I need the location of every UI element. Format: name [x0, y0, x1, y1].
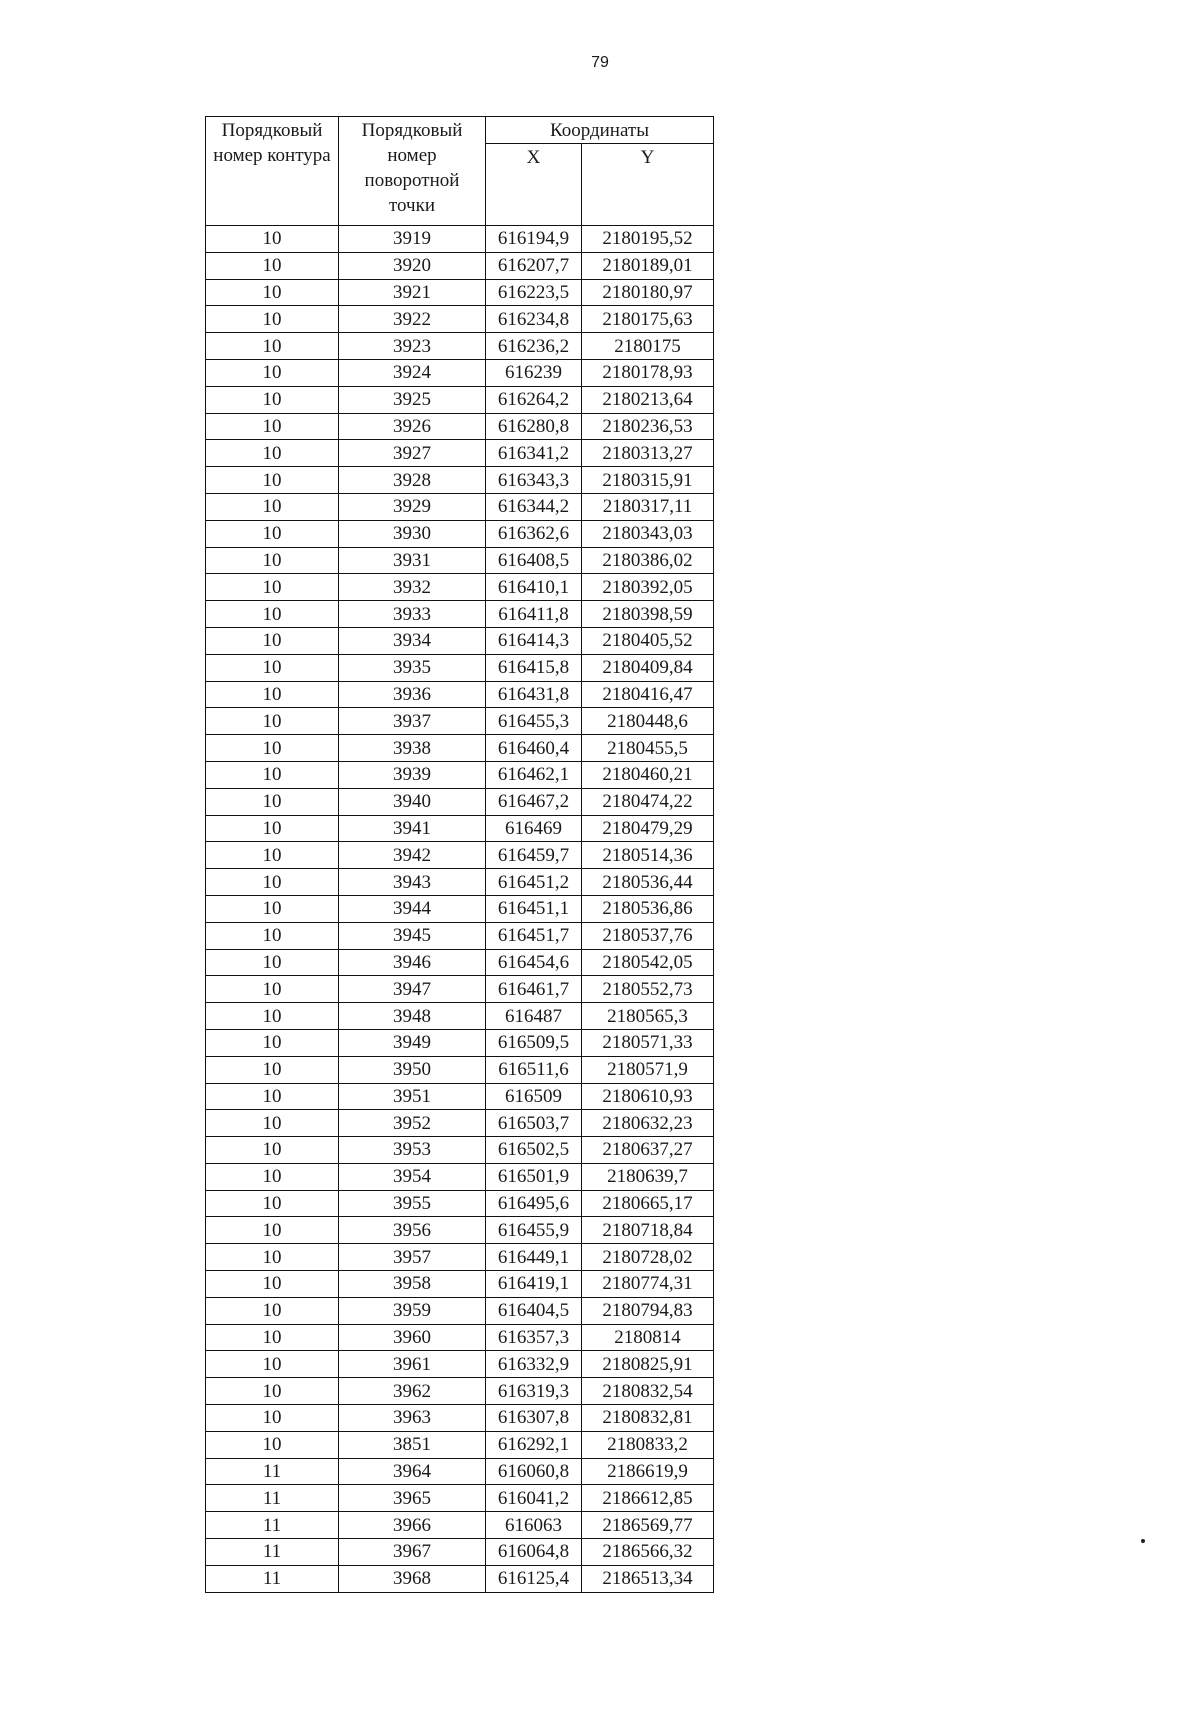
cell-contour: 10 — [206, 440, 339, 467]
cell-y: 2180571,33 — [582, 1029, 714, 1056]
cell-x: 616041,2 — [486, 1485, 582, 1512]
cell-point: 3945 — [339, 922, 486, 949]
cell-y: 2186569,77 — [582, 1512, 714, 1539]
cell-x: 616307,8 — [486, 1405, 582, 1432]
cell-x: 616460,4 — [486, 735, 582, 762]
cell-contour: 10 — [206, 1271, 339, 1298]
table-row — [206, 1003, 714, 1030]
cell-point: 3965 — [339, 1485, 486, 1512]
cell-contour: 10 — [206, 1029, 339, 1056]
cell-x: 616502,5 — [486, 1137, 582, 1164]
cell-contour: 10 — [206, 1244, 339, 1271]
cell-contour: 10 — [206, 1003, 339, 1030]
cell-x: 616469 — [486, 815, 582, 842]
cell-x: 616414,3 — [486, 627, 582, 654]
header-point-line-2: номер — [387, 145, 437, 166]
table-row — [206, 440, 714, 467]
cell-x: 616509 — [486, 1083, 582, 1110]
cell-y: 2180794,83 — [582, 1297, 714, 1324]
cell-x: 616343,3 — [486, 467, 582, 494]
cell-y: 2186566,32 — [582, 1539, 714, 1566]
cell-point: 3964 — [339, 1458, 486, 1485]
cell-y: 2180189,01 — [582, 252, 714, 279]
table-row — [206, 681, 714, 708]
cell-contour: 10 — [206, 359, 339, 386]
cell-x: 616060,8 — [486, 1458, 582, 1485]
cell-y: 2180409,84 — [582, 654, 714, 681]
cell-point: 3949 — [339, 1029, 486, 1056]
cell-x: 616415,8 — [486, 654, 582, 681]
cell-y: 2180213,64 — [582, 386, 714, 413]
table-row — [206, 895, 714, 922]
table-row — [206, 708, 714, 735]
cell-y: 2180343,03 — [582, 520, 714, 547]
cell-y: 2180178,93 — [582, 359, 714, 386]
table-row — [206, 1110, 714, 1137]
cell-x: 616292,1 — [486, 1431, 582, 1458]
header-point-line-1: Порядковый — [361, 120, 463, 141]
cell-contour: 10 — [206, 1190, 339, 1217]
cell-y: 2180665,17 — [582, 1190, 714, 1217]
cell-point: 3936 — [339, 681, 486, 708]
cell-y: 2180514,36 — [582, 842, 714, 869]
cell-point: 3932 — [339, 574, 486, 601]
cell-y: 2180175 — [582, 333, 714, 360]
cell-x: 616408,5 — [486, 547, 582, 574]
table-row — [206, 654, 714, 681]
cell-contour: 10 — [206, 574, 339, 601]
cell-point: 3929 — [339, 493, 486, 520]
header-contour-line-2: номер контура — [213, 145, 331, 166]
cell-contour: 10 — [206, 306, 339, 333]
cell-x: 616503,7 — [486, 1110, 582, 1137]
table-row — [206, 1431, 714, 1458]
cell-contour: 10 — [206, 761, 339, 788]
table-row — [206, 1565, 714, 1592]
table-row — [206, 547, 714, 574]
cell-x: 616462,1 — [486, 761, 582, 788]
cell-y: 2186612,85 — [582, 1485, 714, 1512]
table-row — [206, 1056, 714, 1083]
cell-y: 2180536,86 — [582, 895, 714, 922]
table-row — [206, 788, 714, 815]
cell-contour: 11 — [206, 1485, 339, 1512]
cell-y: 2186619,9 — [582, 1458, 714, 1485]
table-row — [206, 1512, 714, 1539]
cell-point: 3960 — [339, 1324, 486, 1351]
cell-contour: 10 — [206, 333, 339, 360]
cell-point: 3955 — [339, 1190, 486, 1217]
table-row — [206, 279, 714, 306]
cell-point: 3961 — [339, 1351, 486, 1378]
cell-point: 3956 — [339, 1217, 486, 1244]
cell-contour: 10 — [206, 922, 339, 949]
table-row — [206, 1351, 714, 1378]
cell-point: 3928 — [339, 467, 486, 494]
cell-y: 2180774,31 — [582, 1271, 714, 1298]
table-row — [206, 467, 714, 494]
header-point-line-4: точки — [388, 195, 435, 216]
table-row — [206, 976, 714, 1003]
cell-y: 2180639,7 — [582, 1163, 714, 1190]
cell-y: 2180728,02 — [582, 1244, 714, 1271]
cell-contour: 10 — [206, 1217, 339, 1244]
table-row — [206, 1378, 714, 1405]
cell-x: 616454,6 — [486, 949, 582, 976]
header-contour-number — [206, 117, 339, 226]
table-row — [206, 815, 714, 842]
cell-contour: 10 — [206, 1137, 339, 1164]
table-row — [206, 1297, 714, 1324]
cell-contour: 10 — [206, 708, 339, 735]
cell-contour: 10 — [206, 976, 339, 1003]
cell-point: 3939 — [339, 761, 486, 788]
cell-y: 2180460,21 — [582, 761, 714, 788]
cell-contour: 10 — [206, 788, 339, 815]
cell-y: 2186513,34 — [582, 1565, 714, 1592]
cell-y: 2180180,97 — [582, 279, 714, 306]
header-y: Y — [582, 144, 714, 226]
cell-x: 616362,6 — [486, 520, 582, 547]
table-row — [206, 1029, 714, 1056]
cell-x: 616319,3 — [486, 1378, 582, 1405]
cell-contour: 10 — [206, 627, 339, 654]
cell-x: 616451,2 — [486, 869, 582, 896]
cell-contour: 10 — [206, 1110, 339, 1137]
cell-y: 2180610,93 — [582, 1083, 714, 1110]
cell-y: 2180537,76 — [582, 922, 714, 949]
cell-x: 616332,9 — [486, 1351, 582, 1378]
cell-point: 3938 — [339, 735, 486, 762]
cell-x: 616064,8 — [486, 1539, 582, 1566]
cell-contour: 10 — [206, 1351, 339, 1378]
table-row — [206, 413, 714, 440]
table-row — [206, 333, 714, 360]
cell-point: 3922 — [339, 306, 486, 333]
table-row — [206, 627, 714, 654]
cell-y: 2180313,27 — [582, 440, 714, 467]
table-row — [206, 761, 714, 788]
cell-y: 2180386,02 — [582, 547, 714, 574]
cell-contour: 10 — [206, 1163, 339, 1190]
cell-contour: 10 — [206, 895, 339, 922]
cell-point: 3926 — [339, 413, 486, 440]
cell-contour: 10 — [206, 1297, 339, 1324]
cell-point: 3935 — [339, 654, 486, 681]
header-contour-line-1: Порядковый — [221, 120, 323, 141]
cell-y: 2180832,54 — [582, 1378, 714, 1405]
cell-contour: 10 — [206, 842, 339, 869]
cell-y: 2180236,53 — [582, 413, 714, 440]
cell-point: 3947 — [339, 976, 486, 1003]
cell-x: 616125,4 — [486, 1565, 582, 1592]
cell-y: 2180552,73 — [582, 976, 714, 1003]
cell-contour: 10 — [206, 601, 339, 628]
cell-x: 616063 — [486, 1512, 582, 1539]
cell-point: 3940 — [339, 788, 486, 815]
table-row — [206, 1324, 714, 1351]
cell-x: 616411,8 — [486, 601, 582, 628]
cell-y: 2180571,9 — [582, 1056, 714, 1083]
cell-y: 2180405,52 — [582, 627, 714, 654]
cell-contour: 11 — [206, 1539, 339, 1566]
cell-contour: 11 — [206, 1458, 339, 1485]
cell-point: 3966 — [339, 1512, 486, 1539]
table-row — [206, 922, 714, 949]
cell-point: 3925 — [339, 386, 486, 413]
cell-x: 616344,2 — [486, 493, 582, 520]
cell-x: 616455,3 — [486, 708, 582, 735]
cell-y: 2180317,11 — [582, 493, 714, 520]
cell-contour: 10 — [206, 1378, 339, 1405]
table-row — [206, 1137, 714, 1164]
cell-point: 3962 — [339, 1378, 486, 1405]
table-body — [206, 226, 714, 1593]
cell-contour: 10 — [206, 386, 339, 413]
coordinates-table — [205, 116, 714, 1593]
cell-y: 2180565,3 — [582, 1003, 714, 1030]
cell-point: 3942 — [339, 842, 486, 869]
header-point-line-3: поворотной — [364, 170, 460, 191]
cell-point: 3944 — [339, 895, 486, 922]
cell-x: 616455,9 — [486, 1217, 582, 1244]
table-row — [206, 1458, 714, 1485]
cell-point: 3953 — [339, 1137, 486, 1164]
cell-point: 3920 — [339, 252, 486, 279]
cell-contour: 10 — [206, 681, 339, 708]
cell-point: 3919 — [339, 226, 486, 253]
table-row — [206, 1405, 714, 1432]
cell-x: 616236,2 — [486, 333, 582, 360]
cell-y: 2180474,22 — [582, 788, 714, 815]
cell-point: 3963 — [339, 1405, 486, 1432]
cell-y: 2180814 — [582, 1324, 714, 1351]
cell-y: 2180825,91 — [582, 1351, 714, 1378]
cell-contour: 11 — [206, 1512, 339, 1539]
table-row — [206, 601, 714, 628]
cell-x: 616404,5 — [486, 1297, 582, 1324]
cell-point: 3957 — [339, 1244, 486, 1271]
cell-x: 616431,8 — [486, 681, 582, 708]
cell-x: 616234,8 — [486, 306, 582, 333]
cell-y: 2180833,2 — [582, 1431, 714, 1458]
cell-contour: 10 — [206, 493, 339, 520]
header-x: X — [486, 144, 582, 226]
cell-contour: 10 — [206, 413, 339, 440]
cell-x: 616280,8 — [486, 413, 582, 440]
cell-contour: 10 — [206, 467, 339, 494]
cell-point: 3968 — [339, 1565, 486, 1592]
cell-x: 616357,3 — [486, 1324, 582, 1351]
table-row — [206, 226, 714, 253]
cell-point: 3923 — [339, 333, 486, 360]
cell-contour: 10 — [206, 1056, 339, 1083]
table-row — [206, 869, 714, 896]
cell-point: 3927 — [339, 440, 486, 467]
cell-x: 616511,6 — [486, 1056, 582, 1083]
cell-point: 3958 — [339, 1271, 486, 1298]
cell-y: 2180632,23 — [582, 1110, 714, 1137]
cell-y: 2180448,6 — [582, 708, 714, 735]
cell-x: 616207,7 — [486, 252, 582, 279]
cell-x: 616509,5 — [486, 1029, 582, 1056]
table-row — [206, 1271, 714, 1298]
cell-x: 616239 — [486, 359, 582, 386]
cell-y: 2180637,27 — [582, 1137, 714, 1164]
cell-contour: 10 — [206, 547, 339, 574]
table-row — [206, 735, 714, 762]
cell-point: 3946 — [339, 949, 486, 976]
cell-point: 3951 — [339, 1083, 486, 1110]
cell-x: 616194,9 — [486, 226, 582, 253]
cell-x: 616451,7 — [486, 922, 582, 949]
cell-y: 2180455,5 — [582, 735, 714, 762]
cell-point: 3934 — [339, 627, 486, 654]
table-row — [206, 574, 714, 601]
cell-contour: 10 — [206, 1324, 339, 1351]
cell-y: 2180195,52 — [582, 226, 714, 253]
scan-speck — [1141, 1539, 1145, 1543]
table-row — [206, 1083, 714, 1110]
table-row — [206, 386, 714, 413]
table-row — [206, 252, 714, 279]
cell-y: 2180416,47 — [582, 681, 714, 708]
cell-point: 3954 — [339, 1163, 486, 1190]
cell-contour: 10 — [206, 252, 339, 279]
cell-point: 3933 — [339, 601, 486, 628]
cell-contour: 10 — [206, 815, 339, 842]
table-header — [206, 117, 714, 226]
table-row — [206, 493, 714, 520]
cell-contour: 10 — [206, 1405, 339, 1432]
cell-point: 3937 — [339, 708, 486, 735]
cell-x: 616461,7 — [486, 976, 582, 1003]
cell-x: 616419,1 — [486, 1271, 582, 1298]
cell-y: 2180832,81 — [582, 1405, 714, 1432]
cell-point: 3948 — [339, 1003, 486, 1030]
cell-contour: 10 — [206, 654, 339, 681]
cell-contour: 10 — [206, 949, 339, 976]
table-row — [206, 1163, 714, 1190]
cell-x: 616501,9 — [486, 1163, 582, 1190]
cell-contour: 10 — [206, 735, 339, 762]
cell-point: 3952 — [339, 1110, 486, 1137]
cell-contour: 11 — [206, 1565, 339, 1592]
table-row — [206, 949, 714, 976]
cell-point: 3941 — [339, 815, 486, 842]
cell-point: 3950 — [339, 1056, 486, 1083]
cell-point: 3959 — [339, 1297, 486, 1324]
table-row — [206, 1485, 714, 1512]
table-row — [206, 1190, 714, 1217]
cell-y: 2180398,59 — [582, 601, 714, 628]
table-row — [206, 842, 714, 869]
cell-y: 2180479,29 — [582, 815, 714, 842]
cell-y: 2180536,44 — [582, 869, 714, 896]
cell-x: 616410,1 — [486, 574, 582, 601]
page-number: 79 — [591, 54, 609, 71]
cell-point: 3967 — [339, 1539, 486, 1566]
cell-x: 616487 — [486, 1003, 582, 1030]
header-point-number — [339, 117, 486, 226]
cell-point: 3921 — [339, 279, 486, 306]
cell-contour: 10 — [206, 1083, 339, 1110]
cell-x: 616451,1 — [486, 895, 582, 922]
table-row — [206, 1244, 714, 1271]
table-row — [206, 1217, 714, 1244]
cell-y: 2180315,91 — [582, 467, 714, 494]
cell-contour: 10 — [206, 279, 339, 306]
table-row — [206, 359, 714, 386]
cell-contour: 10 — [206, 226, 339, 253]
cell-point: 3851 — [339, 1431, 486, 1458]
cell-contour: 10 — [206, 869, 339, 896]
cell-point: 3943 — [339, 869, 486, 896]
cell-point: 3924 — [339, 359, 486, 386]
table-row — [206, 1539, 714, 1566]
cell-x: 616341,2 — [486, 440, 582, 467]
cell-point: 3930 — [339, 520, 486, 547]
table-row — [206, 520, 714, 547]
cell-x: 616449,1 — [486, 1244, 582, 1271]
cell-contour: 10 — [206, 520, 339, 547]
cell-y: 2180175,63 — [582, 306, 714, 333]
cell-y: 2180542,05 — [582, 949, 714, 976]
cell-y: 2180392,05 — [582, 574, 714, 601]
cell-x: 616223,5 — [486, 279, 582, 306]
cell-x: 616459,7 — [486, 842, 582, 869]
cell-y: 2180718,84 — [582, 1217, 714, 1244]
cell-x: 616495,6 — [486, 1190, 582, 1217]
header-coordinates: Координаты — [486, 117, 714, 144]
cell-x: 616467,2 — [486, 788, 582, 815]
cell-x: 616264,2 — [486, 386, 582, 413]
table-row — [206, 306, 714, 333]
cell-contour: 10 — [206, 1431, 339, 1458]
cell-point: 3931 — [339, 547, 486, 574]
